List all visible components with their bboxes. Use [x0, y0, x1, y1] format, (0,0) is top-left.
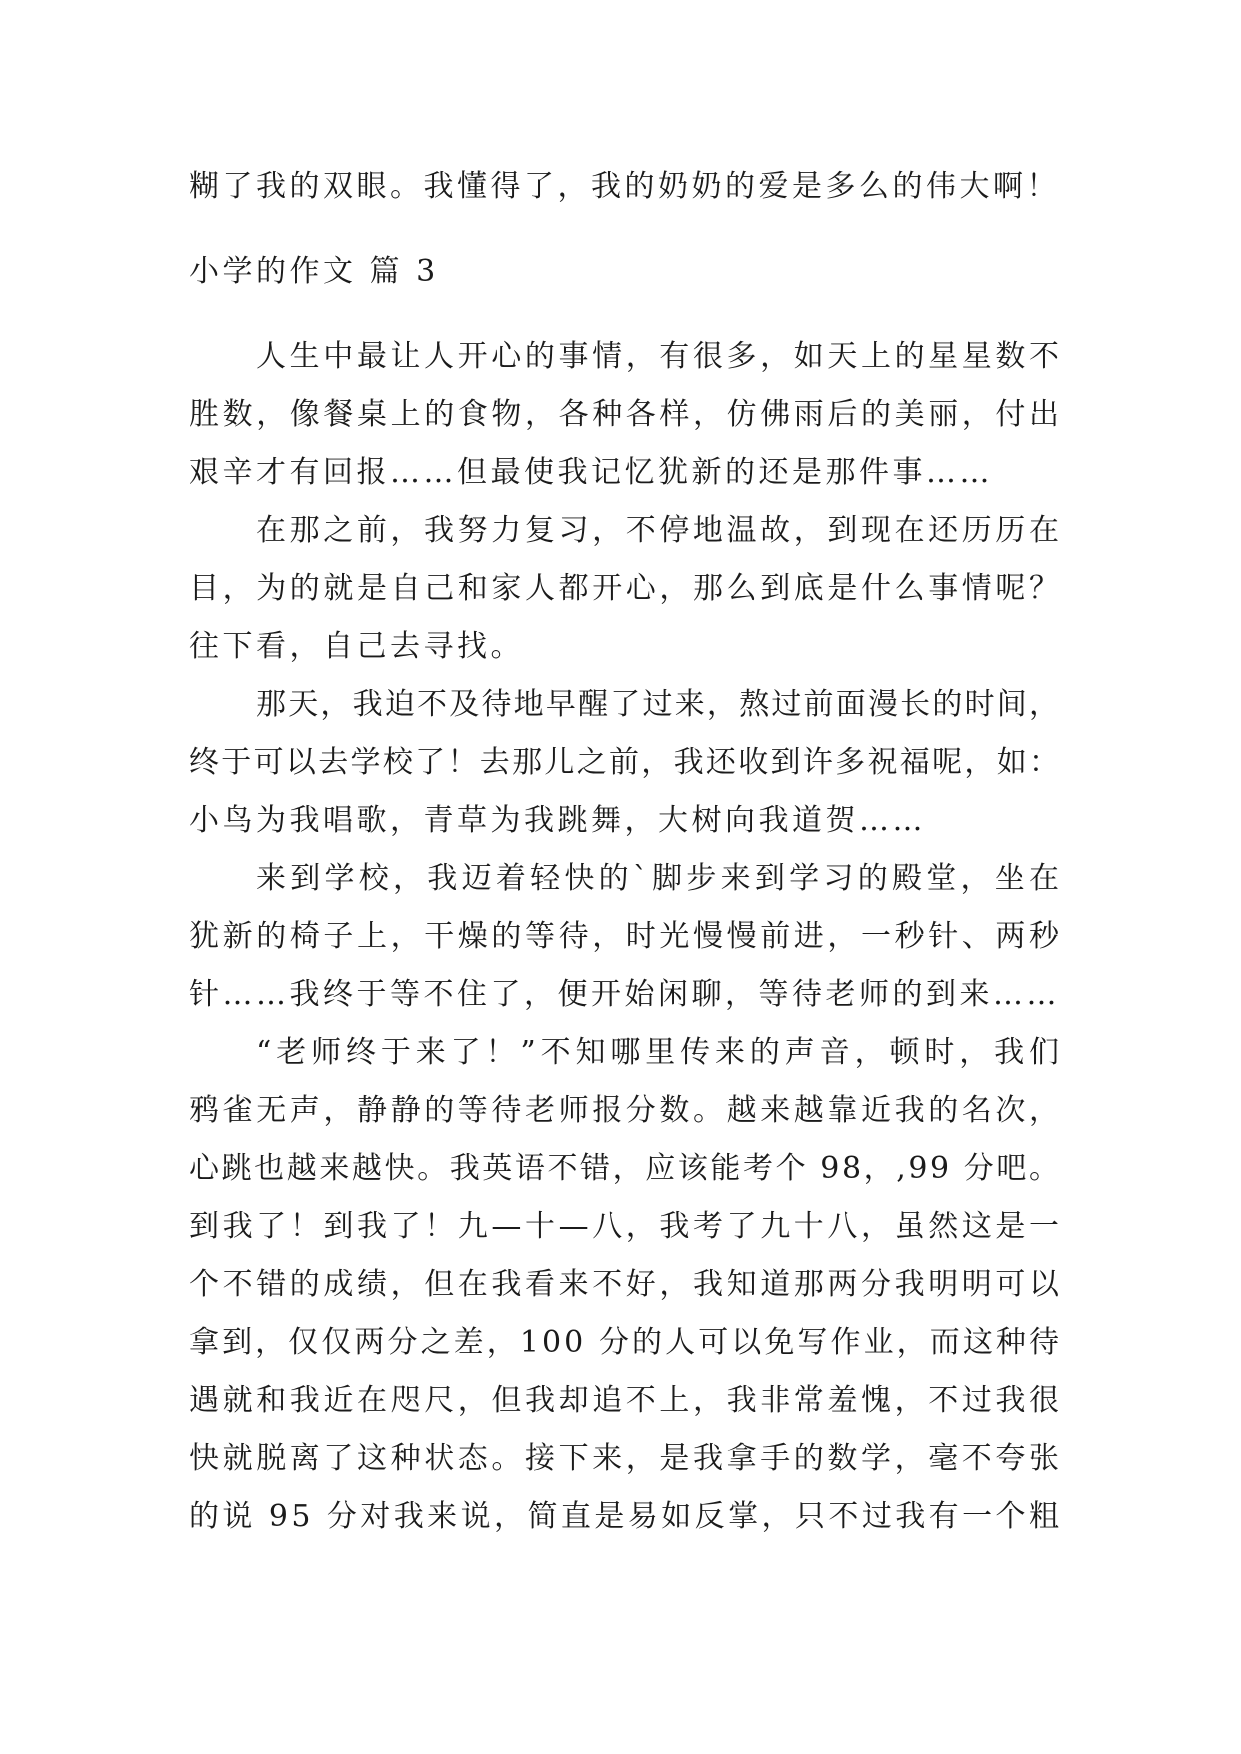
paragraph — [189, 1024, 1064, 1546]
text-line: 目，为的就是自己和家人都开心，那么到底是什么事情呢？ — [189, 571, 1063, 606]
text-line: “老师终于来了！”不知哪里传来的声音，顿时，我们 — [256, 1035, 1064, 1070]
text-line: 针……我终于等不住了，便开始闲聊，等待老师的到来…… — [189, 977, 1060, 1012]
text-line: 艰辛才有回报……但最使我记忆犹新的还是那件事…… — [189, 455, 993, 490]
text-line: 个不错的成绩，但在我看来不好，我知道那两分我明明可以 — [189, 1267, 1063, 1302]
paragraph — [189, 502, 1063, 676]
text-line: 心跳也越来越快。我英语不错，应该能考个 98，,99 分吧。 — [189, 1151, 1062, 1186]
text-line: 来到学校，我迈着轻快的`脚步来到学习的殿堂，坐在 — [256, 861, 1064, 896]
text-line: 鸦雀无声，静静的等待老师报分数。越来越靠近我的名次， — [189, 1093, 1063, 1128]
paragraph — [189, 676, 1062, 850]
text-line: 到我了！到我了！九—十—八，我考了九十八，虽然这是一 — [189, 1209, 1063, 1244]
text-line: 那天，我迫不及待地早醒了过来，熬过前面漫长的时间， — [256, 687, 1062, 722]
paragraph — [189, 328, 1063, 502]
text-line: 快就脱离了这种状态。接下来，是我拿手的数学，毫不夸张 — [189, 1441, 1063, 1476]
text-line: 终于可以去学校了！去那儿之前，我还收到许多祝福呢，如： — [189, 745, 1062, 780]
section-heading — [189, 243, 1059, 301]
section-title: 小学的作文 篇 3 — [189, 254, 439, 289]
essay-body — [189, 328, 1064, 1546]
continuation-line: 糊了我的双眼。我懂得了，我的奶奶的爱是多么的伟大啊！ — [189, 169, 1060, 204]
paragraph — [189, 850, 1064, 1024]
text-line: 胜数，像餐桌上的食物，各种各样，仿佛雨后的美丽，付出 — [189, 397, 1063, 432]
text-line: 的说 95 分对我来说，简直是易如反掌，只不过我有一个粗 — [189, 1499, 1063, 1534]
text-line: 小鸟为我唱歌，青草为我跳舞，大树向我道贺…… — [189, 803, 926, 838]
text-line: 犹新的椅子上，干燥的等待，时光慢慢前进，一秒针、两秒 — [189, 919, 1063, 954]
text-line: 在那之前，我努力复习，不停地温故，到现在还历历在 — [256, 513, 1063, 548]
text-line: 拿到，仅仅两分之差，100 分的人可以免写作业，而这种待 — [189, 1325, 1063, 1360]
text-line: 遇就和我近在咫尺，但我却追不上，我非常羞愧，不过我很 — [189, 1383, 1063, 1418]
text-line: 人生中最让人开心的事情，有很多，如天上的星星数不 — [256, 339, 1063, 374]
document-content — [189, 158, 1064, 1546]
text-line: 往下看，自己去寻找。 — [189, 629, 524, 664]
